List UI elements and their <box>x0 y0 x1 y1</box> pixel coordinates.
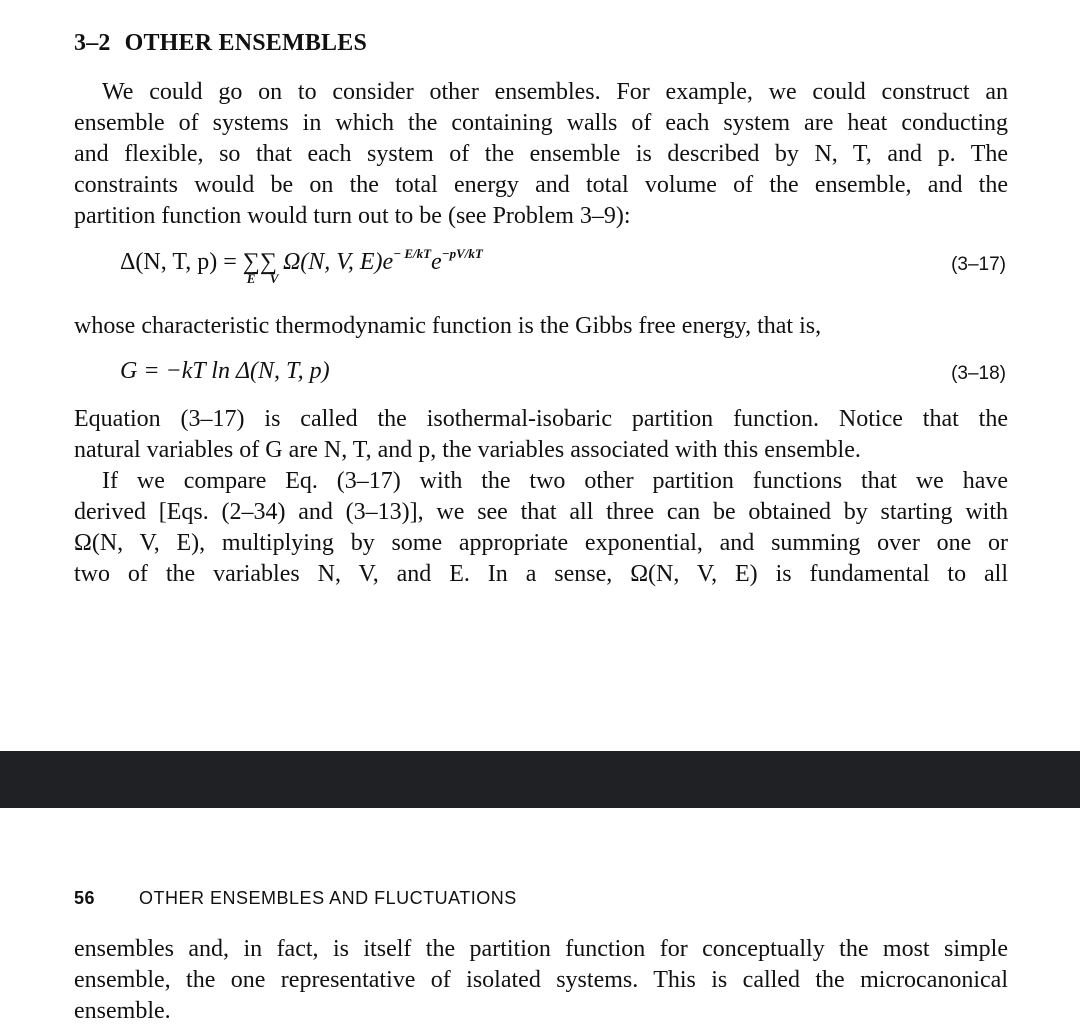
text-line: If we compare Eq. (3–17) with the two other partition functions that we have <box>102 468 1008 494</box>
text-line: and flexible, so that each system of the ensemble is described by N, T, and p. The <box>74 141 1008 167</box>
text-line: We could go on to consider other ensembles. For example, we could construct an <box>102 79 1008 105</box>
text-line: two of the variables N, V, and E. In a sense, Ω(N, V, E) is fundamental to all <box>74 561 1008 587</box>
double-summation <box>242 249 279 286</box>
summation-index-v: V <box>269 271 279 286</box>
exponent-volume: −pV/kT <box>441 246 483 261</box>
text-line: derived [Eqs. (2–34) and (3–13)], we see that all three can be obtained by starting with <box>74 499 1008 525</box>
paragraph-intro <box>74 77 1008 232</box>
equation-3-17 <box>120 246 483 286</box>
text-line: ensemble of systems in which the containing walls of each system are heat conducting <box>74 110 1008 136</box>
paragraph-compare <box>74 466 1008 590</box>
section-number: 3–2 <box>74 30 111 56</box>
section-heading <box>74 30 367 57</box>
equation-lhs: Δ(N, T, p) = <box>120 249 237 275</box>
text-line: constraints would be on the total energy and total volume of the ensemble, and the <box>74 172 1008 198</box>
paragraph-gibbs <box>74 311 1008 342</box>
text-line: Ω(N, V, E), multiplying by some appropriate exponential, and summing over one or <box>74 530 1008 556</box>
equation-number-3-18: (3–18) <box>951 363 1006 384</box>
paragraph-microcanonical <box>74 934 1008 1027</box>
equation-3-18 <box>120 358 330 385</box>
page-divider <box>0 751 1080 808</box>
equation-body: Ω(N, V, E)e <box>282 249 394 275</box>
running-header <box>74 888 517 909</box>
equation-gibbs: G = −kT ln Δ(N, T, p) <box>120 358 330 384</box>
text-line: whose characteristic thermodynamic function is the Gibbs free energy, that is, <box>74 313 822 339</box>
summation-index-e: E <box>246 271 256 286</box>
section-title: OTHER ENSEMBLES <box>124 30 368 56</box>
equation-exp-base: e <box>431 249 442 275</box>
equation-number-3-17: (3–17) <box>951 254 1006 275</box>
chapter-title: OTHER ENSEMBLES AND FLUCTUATIONS <box>139 888 517 908</box>
text-line: ensemble. <box>74 998 171 1024</box>
summation-symbols: ∑∑ <box>242 249 277 275</box>
text-line: natural variables of G are N, T, and p, the variables associated with this ensemble. <box>74 437 861 463</box>
text-line: partition function would turn out to be (see Problem 3–9): <box>74 203 631 229</box>
text-line: Equation (3–17) is called the isothermal-isobaric partition function. Notice that the <box>74 406 1008 432</box>
text-line: ensembles and, in fact, is itself the partition function for conceptually the most simple <box>74 936 1008 962</box>
exponent-energy: − E/kT <box>393 246 432 261</box>
text-line: ensemble, the one representative of isolated systems. This is called the microcanonical <box>74 967 1008 993</box>
page-number: 56 <box>74 888 96 908</box>
paragraph-isobaric <box>74 404 1008 466</box>
